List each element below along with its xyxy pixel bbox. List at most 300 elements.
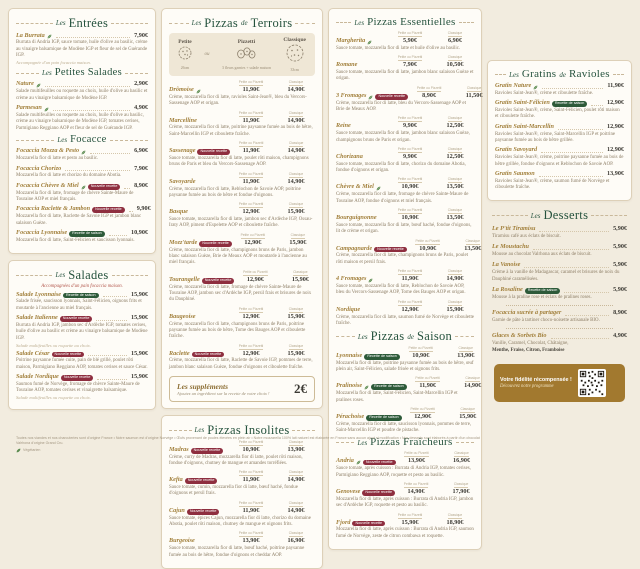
- item-price: 6,90€: [134, 147, 148, 155]
- item-price: 9,90€: [136, 205, 151, 213]
- price-column-header-large: Classique: [288, 80, 304, 85]
- title-lead: Les: [354, 18, 365, 27]
- price-columns: [232, 172, 315, 186]
- item-description: Crème, mozzarella fior di latte, fromage de chèvre Sainte-Maure de Touraine AOP, jambon sec d'Ardèche IGP, persil frais et brisures de noix du Dauphiné.: [169, 284, 312, 303]
- size-petite: [178, 39, 192, 71]
- title-main-2: Saison: [416, 329, 453, 344]
- size-petite-dim: 26cm: [180, 65, 190, 70]
- item-description: Mozzarella fior di latte, Saint-Félicien, Saint-Marcellin IGP et pralines roses.: [336, 391, 458, 403]
- title-lead: Les: [530, 211, 541, 220]
- price-column-header-small: Petite ou Pizzetti: [238, 141, 264, 146]
- item-price: 7,90€: [134, 31, 148, 39]
- item-price-large: 12,50€: [446, 152, 464, 160]
- price-column-header-large: Classique: [288, 500, 304, 505]
- item-name: Gratin Nature: [495, 82, 532, 89]
- vegetarian-leaf-icon: [44, 107, 49, 112]
- item-name: Sassenage: [169, 147, 196, 155]
- vegetarian-leaf-icon: [16, 448, 21, 453]
- item-description: Sauce tomate, mozzarella fior di latte, Reblochon de Savoie AOP, bleu du Vercors-Sassenage AOP, Tome des Bauges AOP et origan.: [336, 283, 466, 296]
- item-name: Genovese: [336, 488, 361, 495]
- item-price: 10,90€: [130, 228, 148, 236]
- salades-list: [16, 292, 148, 401]
- item-name: Focaccia Lyonnaise: [16, 228, 68, 236]
- item-price-small: 10,90€: [401, 214, 419, 221]
- item-name: Fjord: [336, 518, 351, 526]
- item-price-large: 6,90€: [448, 37, 462, 44]
- title-mid: de: [407, 332, 414, 341]
- pizza-item: [336, 269, 474, 297]
- item-name: Burgeoise: [169, 537, 195, 545]
- item-note: Accompagnée d'un pain focaccia maison.: [16, 59, 91, 65]
- pizza-item: [336, 513, 474, 541]
- vegetarian-leaf-icon: [533, 85, 538, 90]
- item-name: Focaccia Mozza & Pesto: [16, 147, 80, 155]
- pizza-item: [336, 376, 482, 404]
- price-column-header-large: Classique: [288, 171, 304, 176]
- item-price-large: 12,50€: [446, 122, 464, 130]
- recipe-badge: Recette de saison: [366, 415, 402, 421]
- item-description: Sauce tomate, après cuisson : Burrata di Andria IGP, tomates cerises, Parmigiano Reggiano AOP, roquette et pesto au basilic.: [336, 466, 471, 478]
- menu-item: [492, 305, 627, 324]
- price-column-header-large: Classique: [288, 470, 304, 475]
- item-price: 7,90€: [134, 164, 148, 172]
- price-column-header-small: Petite ou Pizzetti: [404, 451, 429, 456]
- recipe-badge: Recette de saison: [552, 101, 588, 107]
- price-column-header-small: Petite ou Pizzetti: [397, 269, 423, 274]
- item-price-large: 15,90€: [459, 412, 477, 420]
- recipe-badge: Nouvelle recette: [202, 278, 235, 284]
- terroirs-list: [169, 80, 315, 371]
- item-name: 3 Fromages: [336, 91, 367, 99]
- dot-leader: [88, 355, 127, 356]
- pizza-item: [169, 233, 315, 267]
- pizza-classique-icon: [286, 44, 304, 67]
- vegetarian-leaf-icon: [368, 278, 373, 283]
- title-lead: Les: [194, 426, 205, 435]
- menu-item: [495, 147, 624, 168]
- item-description: Crème, mozzarella fior di latte, Reblochon de Savoie AOP, poitrine paysanne fumée au bois de hêtre et fondue d'oignons.: [169, 186, 301, 198]
- price-column-header-small: Petite ou Pizzetti: [240, 232, 266, 237]
- pizza-item: [336, 147, 474, 175]
- item-price-small: 10,90€: [242, 445, 260, 453]
- recipe-badge: Recette de saison: [69, 231, 105, 237]
- item-price-large: 14,90€: [287, 86, 305, 94]
- column-essentielles: [328, 8, 482, 550]
- section-title-petites-salades: [16, 68, 148, 79]
- item-name: 4 Fromages: [336, 275, 367, 283]
- recipe-badge: Nouvelle recette: [363, 460, 396, 466]
- item-description: Tiramisu café aux éclats de biscuit.: [492, 233, 561, 239]
- size-classique: [283, 37, 306, 73]
- price-column-header-small: Petite ou Pizzetti: [415, 238, 441, 243]
- menu-item: [16, 292, 148, 313]
- recipe-badge: Nouvelle recette: [88, 184, 121, 190]
- item-price-large: 15,90€: [287, 349, 305, 357]
- item-description: Garnie de pâte à tartiner choco-noisette artisanale BIO.: [492, 317, 600, 323]
- item-description: Ravioles Saint-Jean®, crème, Saint-Marcellin IGP et poitrine paysanne fumée au bois de hêtre grillée.: [495, 131, 616, 143]
- price-column-header-small: Petite ou Pizzetti: [238, 80, 264, 85]
- item-price-small: 9,90€: [403, 152, 417, 160]
- size-pizzetti-dim: 3 fleurs garnies + salade maison: [222, 65, 271, 70]
- vegetarian-leaf-icon: [81, 185, 86, 190]
- price-columns: [232, 111, 315, 125]
- recipe-badge: Recette de saison: [525, 288, 561, 294]
- item-price: 5,90€: [613, 261, 627, 269]
- menu-item: [16, 33, 148, 65]
- menu-item: [16, 351, 148, 372]
- section-title-focacce: [16, 135, 148, 146]
- item-price: 8,90€: [134, 181, 148, 189]
- title-main: Pizzas Insolites: [207, 423, 290, 438]
- price-column-header-large: Classique: [458, 345, 474, 350]
- item-name: Le P'tit Tiramisu: [492, 224, 536, 232]
- pizza-item: [169, 111, 315, 139]
- item-name: Focaccia Chèvre & Miel: [16, 181, 79, 189]
- item-name: Chorizana: [336, 152, 363, 160]
- price-column-header-small: Petite ou Pizzetti: [238, 306, 264, 311]
- card-gratins: [487, 60, 632, 201]
- item-description: Poitrine paysanne fumée cuite, pain de blé grillé, poulet rôti maison, Parmigiano Reggiano AOP, tomates cerises et sauce César.: [16, 358, 148, 370]
- price-column-header-small: Petite ou Pizzetti: [408, 345, 434, 350]
- vegetarian-leaf-icon: [36, 83, 41, 88]
- item-price: 11,90€: [607, 82, 624, 89]
- item-price-small: 11,90€: [242, 147, 260, 155]
- pizza-sizes-legend: [169, 33, 315, 77]
- vegetarian-leaf-icon: [364, 385, 369, 390]
- menu-item: [492, 226, 627, 240]
- title-main: Salades: [68, 268, 109, 283]
- price-column-header-large: Classique: [465, 238, 480, 243]
- recipe-badge: Nouvelle recette: [60, 316, 93, 322]
- item-name: Gratin Saint-Félicien: [495, 99, 550, 107]
- price-column-header-large: Classique: [288, 141, 304, 146]
- title-main: Pizzas: [370, 329, 405, 344]
- dot-leader: [56, 37, 130, 38]
- pizza-item: [336, 55, 474, 83]
- item-price-large: 17,90€: [452, 488, 470, 495]
- price-columns: [391, 300, 474, 314]
- price-column-header-large: Classique: [288, 202, 304, 207]
- title-main: Desserts: [543, 208, 589, 223]
- dot-leader: [109, 235, 127, 236]
- price-columns: [236, 270, 319, 284]
- pizza-petite-icon: [178, 46, 192, 65]
- item-description: Mozzarella fior di latte et pesto au basilic.: [16, 156, 99, 162]
- qr-code: [578, 369, 606, 397]
- item-name: Cajun: [169, 506, 185, 514]
- item-name: Baugeoise: [169, 312, 196, 320]
- menu-item: [16, 166, 148, 180]
- item-name: La Rosaline: [492, 285, 523, 293]
- price-columns: [232, 470, 315, 484]
- recipe-badge: Nouvelle recette: [362, 490, 395, 496]
- price-column-header-small: Petite ou Pizzetti: [238, 470, 264, 475]
- column-gratins-desserts: [487, 8, 632, 402]
- item-price-small: 12,90€: [401, 305, 419, 313]
- title-main: Pizzas: [204, 16, 239, 30]
- item-name: Margherita: [336, 37, 366, 44]
- loyalty-subtitle: Découvrez notre programme: [500, 383, 554, 389]
- item-price: 8,90€: [613, 309, 627, 317]
- pizza-item: [169, 141, 315, 169]
- recipe-badge: Nouvelle recette: [374, 247, 407, 253]
- column-starters: [8, 8, 156, 410]
- section-title-essentielles: [336, 17, 474, 28]
- price-column-header-large: Classique: [454, 451, 469, 456]
- item-description: Crème, mozzarella fior di latte, poitrine paysanne fumée au bois de hêtre, Saint-Marcellin IGP et ciboulette fraîche.: [169, 125, 313, 137]
- item-name: Gratin Saumon: [495, 169, 535, 177]
- item-description: Sauce tomate, mozzarella fior di latte et huile d'olive au basilic.: [336, 45, 461, 51]
- item-description: Ravioles Saint-Jean®, crème, saumon fumé de Norvège et ciboulette fraîche.: [495, 178, 610, 191]
- price-columns: [232, 307, 315, 321]
- item-name: Campagnarde: [336, 244, 373, 252]
- item-description: Sauce tomate, épices Cajun, mozzarella fior di latte, chorizo du domaine Abotia, poulet rôti maison, chutney de mangue et oignons frits.: [169, 515, 311, 528]
- item-description: Crème à la vanille de Madagascar, caramel et brisures de noix du Dauphiné caramélisées.: [492, 270, 620, 282]
- pizza-item: [169, 270, 315, 304]
- dot-leader: [591, 105, 603, 106]
- item-name: Focaccia Raclette & Jambon: [16, 205, 91, 213]
- item-description: Ravioles Saint-Jean®, crème, Saint-Félicien, poulet rôti maison et ciboulette fraîche.: [495, 108, 620, 120]
- price-columns: [232, 80, 315, 94]
- desserts-list: [492, 226, 627, 354]
- title-lead: Les: [57, 136, 68, 145]
- pizza-item: [169, 470, 315, 498]
- item-description: Sauce tomate, mozzarella fior di latte, jambon sec d'Ardèche IGP, Ossau-Iraty AOP, piment d'Espelette AOP et ciboulette fraîche.: [169, 217, 313, 229]
- item-description: Sauce tomate, mozzarella fior di latte, bœuf haché, poitrine paysanne fumée au bois de hêtre, fondue d'oignons et cheddar AOP.: [169, 546, 305, 558]
- focacce-list: [16, 147, 151, 244]
- item-price-small: 11,90€: [242, 177, 260, 185]
- item-name: Kefta: [169, 476, 183, 484]
- price-column-header-large: Classique: [447, 116, 463, 121]
- price-column-header-small: Petite ou Pizzetti: [410, 406, 435, 411]
- item-description: Crème, mozzarella fior di latte, champignons bruns de Paris, jambon blanc salaison Guèze, Brie de Meaux AOP et moutarde à l'ancienne au miel français.: [169, 247, 307, 266]
- menu-item: [16, 183, 148, 204]
- item-price: 15,90€: [130, 314, 148, 322]
- price-column-header-small: Petite ou Pizzetti: [397, 208, 423, 212]
- vegetarian-leaf-icon: [47, 34, 52, 39]
- title-lead: Les: [357, 438, 368, 447]
- card-entrees-focacce: [8, 8, 156, 254]
- recipe-badge: Recette de saison: [63, 293, 99, 299]
- item-description-2: Menthe, Fraise, Citron, Framboise: [492, 347, 565, 353]
- dot-leader: [129, 211, 133, 212]
- price-column-header-small: Petite ou Pizzetti: [238, 171, 264, 176]
- item-price-small: 8,90€: [422, 91, 437, 99]
- item-price-large: 14,90€: [287, 116, 305, 124]
- item-description: Sauce tomate, mozzarella fior di latte, chorizo du domaine Abotia, fondue d'oignons et origan.: [336, 161, 466, 174]
- recipe-badge: Nouvelle recette: [185, 478, 218, 484]
- item-description: Mozzarella fior di latte et chorizo du domaine Abotia.: [16, 173, 122, 179]
- dot-leader: [96, 320, 127, 321]
- item-name: Andria: [336, 457, 354, 465]
- pizza-item: [336, 31, 474, 52]
- price-column-header-large: Classique: [447, 299, 463, 304]
- item-price-small: 13,90€: [408, 457, 426, 465]
- salades-subtitle: Accompagnées d'un pain focaccia maison.: [41, 283, 123, 289]
- pizza-item: [336, 85, 483, 114]
- item-name: Lyonnaise: [336, 351, 363, 359]
- recipe-badge: Nouvelle recette: [191, 448, 224, 454]
- item-name: Nature: [16, 80, 34, 88]
- dot-leader: [124, 188, 130, 189]
- recipe-badge: Nouvelle recette: [61, 375, 94, 381]
- size-classique-label: Classique: [283, 36, 306, 43]
- item-price-small: 12,90€: [244, 238, 262, 246]
- item-price-large: 16,90€: [453, 457, 471, 465]
- item-description: Mousse au chocolat Valrhona aux éclats de biscuit.: [492, 251, 592, 257]
- title-main-2: Ravioles: [568, 68, 610, 80]
- menu-item: [495, 100, 624, 121]
- footer-vegetarian-label: Végétarien: [23, 447, 41, 452]
- menu-item: [16, 148, 148, 162]
- section-title-gratins: [495, 69, 624, 80]
- vegetarian-leaf-icon: [196, 89, 201, 94]
- price-column-header-large: Classique: [288, 306, 304, 311]
- price-columns: [232, 141, 315, 155]
- item-name: La Vanoise: [492, 261, 521, 269]
- dotted-separator: [506, 305, 613, 306]
- item-description: Salade multifeuilles ou roquette au choix, huile d'olive au basilic, crème au vinaigre balsamique de Modène IGP, tomates cerises, Parmigiano Reggiano AOP et fleur de sel de Guérande IGP.: [16, 112, 144, 131]
- item-price: 5,90€: [613, 243, 627, 251]
- item-price-large: 13,90€: [457, 351, 475, 359]
- price-column-header-large: Classique: [288, 343, 304, 348]
- item-price: 4,90€: [613, 332, 627, 340]
- item-description: Burrata di Andria IGP, jambon sec d'Ardèche IGP, tomates cerises, huile d'olive au basilic et crème au vinaigre balsamique de Modène IGP.: [16, 323, 148, 341]
- title-main: Pizzas Fraîcheurs: [370, 436, 453, 449]
- section-title-entrees: [16, 17, 148, 30]
- item-price-large: 14,90€: [446, 275, 464, 283]
- title-mid: de: [559, 70, 566, 79]
- fraicheurs-list: [336, 451, 474, 540]
- price-columns: [404, 407, 487, 421]
- item-name: Salade Nordique: [16, 373, 59, 381]
- price-columns: [232, 202, 315, 216]
- insolites-list: [169, 440, 315, 559]
- menu-item: [16, 230, 148, 244]
- item-description: Salade multifeuilles ou roquette au choix, huile d'olive au basilic et crème au vinaigre balsamique de Modène IGP.: [16, 89, 148, 101]
- item-description: Crème, curry de Madras, mozzarella fior di latte, poulet rôti maison, fondue d'oignons, chutney de mangue et amandes torréfiées.: [169, 454, 303, 466]
- item-price-large: 11,50€: [465, 91, 483, 99]
- item-price-large: 14,90€: [464, 382, 482, 390]
- item-price-small: 9,90€: [403, 122, 417, 130]
- title-lead: Les: [55, 271, 66, 280]
- column-terroirs: [161, 8, 323, 569]
- item-description: Ravioles Saint-Jean®, crème, poitrine paysanne fumée au bois de hêtre grillée, fondue d'oignons et Reblochon de Savoie AOP.: [495, 155, 624, 167]
- item-price-large: 18,90€: [446, 518, 464, 526]
- price-column-header-small: Petite ou Pizzetti: [416, 85, 442, 90]
- price-column-header-large: Classique: [447, 269, 463, 274]
- item-price-small: 11,90€: [242, 116, 260, 124]
- item-price-large: 15,90€: [291, 275, 309, 283]
- item-price-small: 12,90€: [242, 208, 260, 216]
- dot-leader: [541, 152, 603, 153]
- loyalty-banner: [494, 364, 625, 402]
- price-column-header-large: Classique: [447, 208, 463, 212]
- item-name: Romane: [336, 61, 358, 69]
- item-description: Sauce tomate, mozzarella fior di latte, bœuf haché, fondue d'oignons, lit de crème et origan.: [336, 222, 472, 235]
- price-columns: [391, 513, 474, 527]
- title-lead: Les: [191, 19, 202, 28]
- price-columns: [391, 31, 474, 45]
- pizza-item: [169, 307, 315, 341]
- item-name: Gratin Saint-Marcellin: [495, 122, 554, 130]
- item-name: Mozz'tarde: [169, 238, 198, 246]
- item-price-large: 13,50€: [464, 244, 482, 252]
- supplements-title: Les suppléments: [177, 382, 229, 392]
- item-price: 5,90€: [613, 285, 627, 293]
- recipe-badge: Nouvelle recette: [187, 509, 220, 515]
- item-price-large: 15,90€: [446, 305, 464, 313]
- item-price: 2,90€: [134, 80, 148, 88]
- price-column-header-large: Classique: [460, 406, 475, 411]
- item-name: Focaccia sucrée à partager: [492, 309, 562, 317]
- price-columns: [397, 482, 480, 496]
- item-price-small: 12,90€: [414, 412, 432, 420]
- pizza-item: [336, 208, 474, 236]
- item-name: Le Moustachu: [492, 243, 529, 251]
- item-price-small: 12,90€: [242, 349, 260, 357]
- menu-item: [495, 171, 624, 192]
- item-name: Salade Italienne: [16, 314, 58, 322]
- desserts-section: [487, 207, 632, 402]
- menu-item: [492, 328, 627, 354]
- price-column-header-small: Petite ou Pizzetti: [238, 110, 264, 115]
- price-column-header-small: Petite ou Pizzetti: [397, 31, 423, 35]
- item-description: Crème, mozzarella fior di latte, ravioles Saint-Jean®, bleu du Vercors-Sassenage AOP et origan.: [169, 94, 307, 107]
- pizza-item: [336, 451, 474, 479]
- item-price-large: 10,50€: [446, 61, 464, 69]
- price-column-header-large: Classique: [466, 85, 482, 90]
- dot-leader: [97, 379, 127, 380]
- recipe-badge: Nouvelle recette: [352, 521, 385, 527]
- item-description: Salade frisée, saucisson lyonnais, Saint-Félicien, oignons frits et moutarde à l'ancienne au miel français.: [16, 299, 142, 311]
- dot-leader: [564, 292, 609, 293]
- section-title-saison: [336, 330, 474, 343]
- price-column-header-small: Petite ou Pizzetti: [238, 343, 264, 348]
- item-note: Salade multifeuilles ou roquette au choix.: [16, 395, 91, 401]
- pizza-item: [336, 300, 474, 328]
- menu-item: [16, 105, 148, 132]
- item-price-large: 13,50€: [446, 214, 464, 221]
- footer-notes: [16, 436, 486, 453]
- dot-leader: [539, 176, 603, 177]
- item-description: Mozzarella fior di latte, après cuisson : Burrata di Andria IGP, jambon sec d'Ardèche IGP, roquette et pesto au basilic.: [336, 496, 474, 509]
- price-column-header-small: Petite ou Pizzetti: [238, 500, 264, 505]
- dot-leader: [565, 315, 609, 316]
- item-price-large: 14,90€: [287, 476, 305, 484]
- size-or-label: ou: [204, 51, 210, 57]
- dot-leader: [558, 129, 603, 130]
- item-description: Mozzarella fior di latte, Saint-Félicien et saucisson lyonnais.: [16, 237, 135, 243]
- item-description: Mozzarella fior di latte, poitrine paysanne fumée au bois de hêtre, œuf plein air, Saint-Félicien, salade frisée et oignons frits.: [336, 360, 474, 372]
- item-price-small: 14,90€: [407, 488, 425, 495]
- price-columns: [391, 269, 474, 283]
- menu-item: [16, 81, 148, 102]
- gratins-list: [495, 83, 624, 191]
- price-column-header-small: Petite ou Pizzetti: [415, 376, 440, 381]
- recipe-badge: Nouvelle recette: [197, 149, 230, 155]
- price-column-header-large: Classique: [447, 55, 463, 60]
- menu-item: [492, 244, 627, 258]
- pizza-item: [169, 501, 315, 529]
- item-name: Madras: [169, 445, 189, 453]
- item-price-large: 15,90€: [287, 208, 305, 216]
- dot-leader: [539, 231, 609, 232]
- footer-line-1: Toutes nos viandes et nos charcuteries sont d'origine France • Notre saumon est d'origine Norvège • Œufs provenant de poules élevées en plein air • Notre mozzarella 100% lait naturel est élaborée en France sans aucun ajout ni modification • Nos desserts sont élaborés à partir d'un chocolat Valrhona d'origine Grand Cru.: [16, 435, 480, 446]
- section-title-desserts: [492, 209, 627, 222]
- item-price-large: 15,90€: [289, 238, 307, 246]
- item-price: 12,90€: [606, 99, 624, 107]
